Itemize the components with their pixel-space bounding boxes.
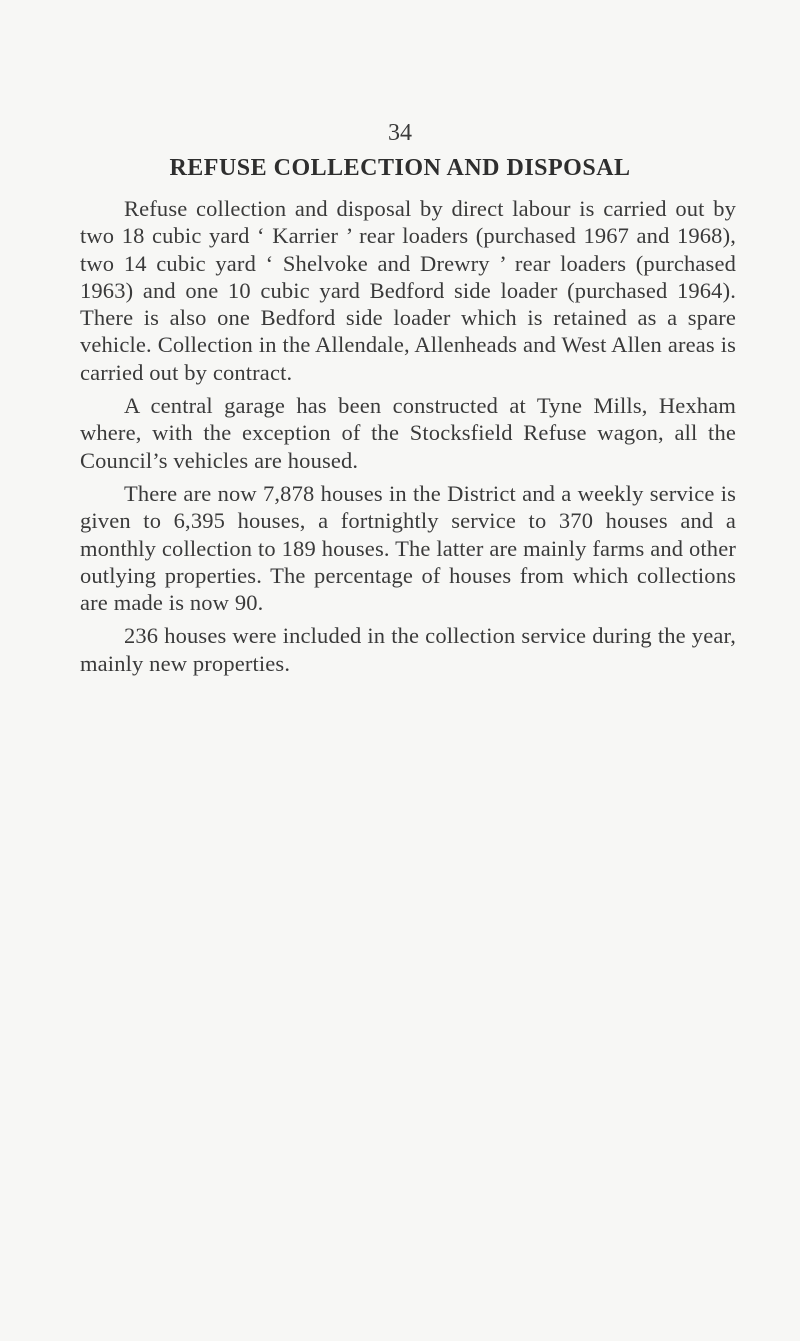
paragraph-vehicles: Refuse collection and disposal by direct labour is carried out by two 18 cubic yard ‘ Karrier ’ rear loaders (purchased 1967 and 1968), two 14 cubic yard ‘ Shelvoke and Drewry ’ rear loaders (purchased 1963) and one 10 cubic yard Bedford side loader (purchased 1964). There is also one Bedford side loader which is retained as a spare vehicle. Collection in the Allendale, Allenheads and West Allen areas is carried out by contract. <box>80 196 736 385</box>
paragraph-new-houses: 236 houses were included in the collection service during the year, mainly new properties. <box>80 623 736 676</box>
page-number: 34 <box>388 120 412 146</box>
paragraph-service: There are now 7,878 houses in the District and a weekly service is given to 6,395 houses, a fortnightly service to 370 houses and a monthly collection to 189 houses. The latter are mainly farms and other outlying properties. The percentage of houses from which collections are made is now 90. <box>80 480 736 616</box>
body-text <box>80 195 736 683</box>
section-heading: REFUSE COLLECTION AND DISPOSAL <box>169 155 631 181</box>
paragraph-garage: A central garage has been constructed at Tyne Mills, Hexham where, with the exception of the Stocksfield Refuse wagon, all the Council’s vehicles are housed. <box>80 393 736 473</box>
